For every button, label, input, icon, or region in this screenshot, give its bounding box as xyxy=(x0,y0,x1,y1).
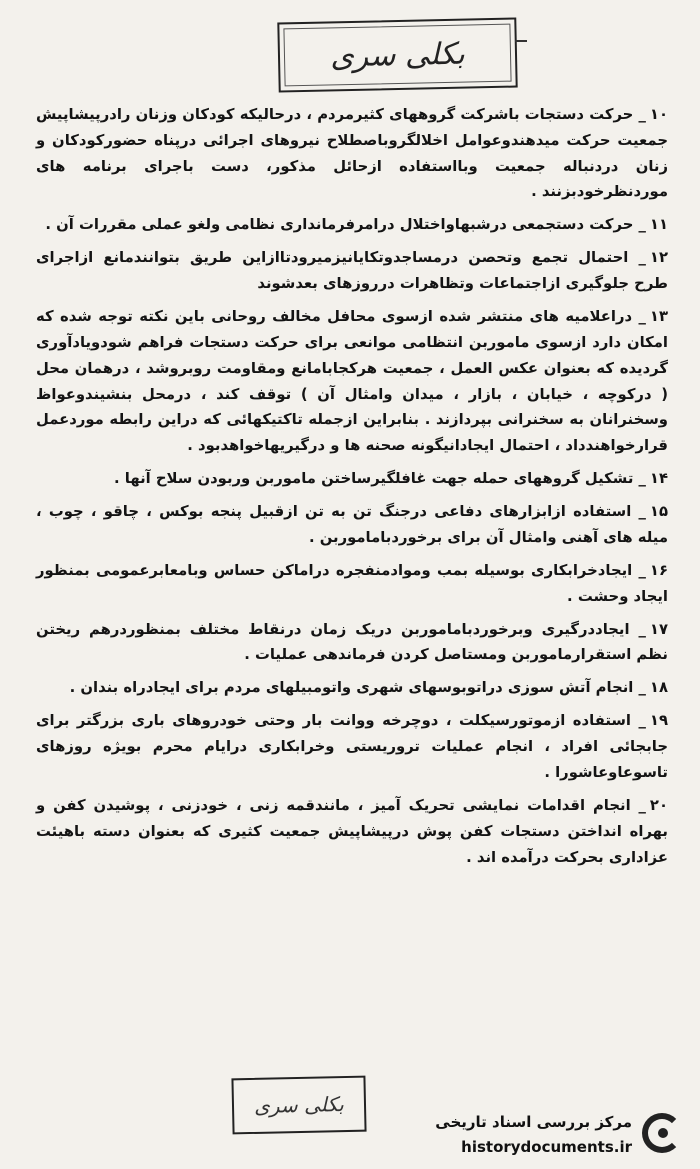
archive-logo-icon xyxy=(642,1113,682,1153)
item-number: ۱۰ xyxy=(649,106,668,123)
archive-url: historydocuments.ir xyxy=(461,1138,632,1156)
list-item xyxy=(36,212,668,238)
stamp-top-text: بکلی سری xyxy=(329,36,466,74)
item-text: _ حرکت دستجمعی درشبهاواختلال درامرفرمانداری نظامی ولغو عملی مقررات آن . xyxy=(45,216,646,234)
item-text: _ استفاده ازموتورسیکلت ، دوچرخه ووانت بار وحتی خودروهای باری بزرگتر برای جابجائی افراد ، انجام عملیات تروریستی وخرابکاری درایام محرم بویژه روزهای تاسوعاوعاشورا . xyxy=(36,712,668,782)
item-text: _ انجام آتش سوزی دراتوبوسهای شهری واتومبیلهای مردم برای ایجادراه بندان . xyxy=(69,679,646,697)
stamp-inner-border xyxy=(283,24,511,87)
list-item xyxy=(36,499,668,551)
stamp-dash xyxy=(515,40,527,42)
item-text: _ دراعلامیه های منتشر شده ازسوی محافل مخالف روحانی باین نکته توجه شده که امکان دارد ازسوی ماموربن انتظامی موانعی برای حرکت دستجات فراهم شودویادآوری گردیده که بعنوان عکس العمل ، جمعیت هرکجابامانع ومقاومت روبروشد ، درهمان محل ( درکوچه ، خیابان ، بازار ، میدان وامثال آن ) توقف کند ، درمحل بنشیندوعواظ وسخنرانان به سخنرانی بپردازند . بنابراین ازجمله تاکتیکهائی که دراین رابطه موردعمل قرارخواهندداد ، احتمال ایجادانیگونه صحنه ها و درگیریهاخواهدبود . xyxy=(36,308,668,455)
archive-watermark xyxy=(430,1107,690,1163)
item-number: ۲۰ xyxy=(649,797,668,814)
item-number: ۱۴ xyxy=(649,470,668,488)
archive-name: مرکز بررسی اسناد تاریخی xyxy=(435,1113,632,1131)
list-item xyxy=(36,558,668,610)
list-item xyxy=(36,793,668,870)
list-item xyxy=(36,617,668,669)
item-text: _ احتمال تجمع وتحصن درمساجدوتکایانیزمیرودتاازاین طریق بتوانندمانع ازاجرای طرح جلوگیری ازاجتماعات وتظاهرات درروزهای بعدشوند xyxy=(36,249,668,293)
stamp-bottom-text: بکلی سری xyxy=(253,1092,345,1118)
classification-stamp-bottom xyxy=(231,1076,366,1135)
list-item xyxy=(36,466,668,492)
item-text: _ تشکیل گروههای حمله جهت غافلگیرساختن ماموربن وربودن سلاح آنها . xyxy=(113,470,646,488)
item-text: _ ایجادخرابکاری بوسیله بمب وموادمنفجره دراماکن حساس وبامعابرعمومی بمنظور ایجاد وحشت . xyxy=(36,561,668,605)
item-number: ۱۶ xyxy=(649,561,668,579)
list-item xyxy=(36,102,668,205)
item-text: _ استفاده ازابزارهای دفاعی درجنگ تن به تن ازقبیل پنجه بوکس ، چاقو ، چوب ، میله های آهنی وامثال آن برای برخوردباماموربن . xyxy=(36,503,668,546)
list-item xyxy=(36,708,668,785)
item-number: ۱۳ xyxy=(649,308,668,326)
item-number: ۱۸ xyxy=(649,679,668,697)
document-body xyxy=(36,102,668,878)
item-text: _ انجام اقدامات نمایشی تحریک آمیز ، مانندقمه زنی ، خودزنی ، پوشیدن کفن و بهراه انداختن دستجات کفن پوش درپیشاپیش جمعیت کثیری که بعنوان دسته باهیئت عزاداری بحرکت درآمده اند . xyxy=(36,797,668,866)
item-number: ۱۷ xyxy=(649,620,668,638)
list-item xyxy=(36,675,668,701)
item-number: ۱۹ xyxy=(649,712,668,730)
item-number: ۱۱ xyxy=(649,216,668,234)
classification-stamp-top xyxy=(277,18,517,93)
list-item xyxy=(36,304,668,459)
item-number: ۱۲ xyxy=(649,249,668,267)
item-text: _ ایجاددرگیری وبرخوردباماموربن دریک زمان درنقاط مختلف بمنظوردرهم ریختن نظم استقرارماموربن ومستاصل کردن فرماندهی عملیات . xyxy=(36,620,668,664)
list-item xyxy=(36,245,668,297)
item-text: _ حرکت دستجات باشرکت گروههای کثیرمردم ، درحالیکه کودکان وزنان رادرپیشاپیش جمعیت حرکت میدهندوعوامل اخلالگروباصطلاح نیروهای اجرائی درپناه حضورکودکان و زنان دردنباله جمعیت وبااستفاده ازحائل مذکور، دست باجرای برنامه های موردنظرخودبزنند . xyxy=(36,106,668,201)
item-number: ۱۵ xyxy=(649,503,668,521)
